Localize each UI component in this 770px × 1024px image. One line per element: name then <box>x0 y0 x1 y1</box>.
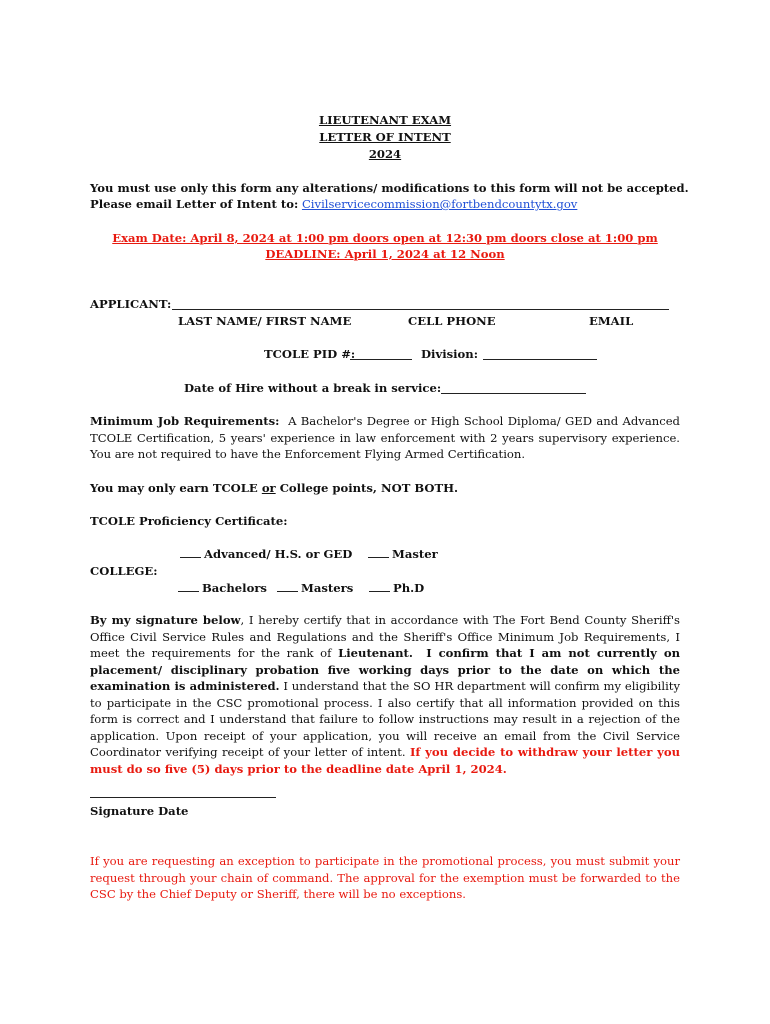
applicant-field[interactable] <box>172 309 669 310</box>
college-label: COLLEGE: <box>90 564 158 578</box>
certify-bold-statement: I confirm that I am not currently on placement/ disciplinary probation five working days prior to the date on which the examination is administered. <box>90 646 680 693</box>
masters-checkbox[interactable] <box>277 591 298 592</box>
certify-rank: Lieutenant. <box>338 646 413 660</box>
requirements-text: A Bachelor's Degree or High School Diploma/ GED and Advanced TCOLE Certification, 5 years' experience in law enforcement with 2 years supervisory experience. You are not required to have the Enforcement Flying Armed Certification. <box>90 414 680 461</box>
hire-date-label: Date of Hire without a break in service: <box>184 381 442 395</box>
requirements-paragraph <box>90 413 680 463</box>
division-label: Division: <box>421 347 478 361</box>
notice-line-2 <box>90 196 577 213</box>
proficiency-heading: TCOLE Proficiency Certificate: <box>90 514 288 528</box>
title-line-1: LIEUTENANT EXAM <box>318 113 452 127</box>
exception-paragraph: If you are requesting an exception to participate in the promotional process, you must submit your request through your chain of command. The approval for the exemption must be forwarded to the CSC by the Chief Deputy or Sheriff, there will be no exceptions. <box>90 854 680 901</box>
title-line-3: 2024 <box>368 147 402 161</box>
points-suffix: College points, NOT BOTH. <box>279 481 459 495</box>
tcole-pid-label: TCOLE PID #: <box>264 347 356 361</box>
certify-lead: By my signature below <box>90 613 241 627</box>
points-notice <box>90 480 458 497</box>
applicant-col-phone: CELL PHONE <box>408 314 496 328</box>
signature-label: Signature Date <box>90 804 189 818</box>
hire-date-field[interactable] <box>441 393 586 394</box>
email-link[interactable]: Civilservicecommission@fortbendcountytx.gov <box>301 197 578 211</box>
exam-date: Exam Date: April 8, 2024 at 1:00 pm doors open at 12:30 pm doors close at 1:00 pm <box>112 231 658 245</box>
certify-part2: I understand that the SO HR department will confirm my eligibility to participate in the CSC promotional process. I also certify that all information provided on this form is correct and I understand that failure to follow instructions may result in a rejection of the application. Upon receipt of your application, you will receive an email from the Civil Service Coordinator verifying receipt of your letter of intent. <box>90 679 680 759</box>
applicant-col-name: LAST NAME/ FIRST NAME <box>178 314 352 328</box>
certify-part1: , I hereby certify that in accordance with The Fort Bend County Sheriff's Office Civil Service Rules and Regulations and the Sheriff's Office Minimum Job Requirements, I meet the requirements for the rank of <box>90 613 681 660</box>
master-label: Master <box>392 547 438 561</box>
points-prefix: You may only earn TCOLE <box>90 481 258 495</box>
division-field[interactable] <box>483 359 597 360</box>
phd-label: Ph.D <box>393 581 425 595</box>
master-checkbox[interactable] <box>368 557 389 558</box>
tcole-pid-field[interactable] <box>350 359 412 360</box>
advanced-checkbox[interactable] <box>180 557 201 558</box>
bachelors-label: Bachelors <box>202 581 267 595</box>
email-prefix: Please email Letter of Intent to: <box>90 197 299 211</box>
points-or: or <box>261 481 276 495</box>
applicant-col-email: EMAIL <box>589 314 634 328</box>
applicant-label: APPLICANT: <box>90 297 172 311</box>
advanced-label: Advanced/ H.S. or GED <box>204 547 353 561</box>
signature-line[interactable] <box>90 797 276 798</box>
certification-paragraph <box>90 612 680 777</box>
notice-line-1: You must use only this form any alterations/ modifications to this form will not be accepted. <box>90 181 689 195</box>
certify-withdraw: If you decide to withdraw your letter you must do so five (5) days prior to the deadline date April 1, 2024. <box>90 745 681 776</box>
requirements-heading: Minimum Job Requirements: <box>90 414 280 428</box>
phd-checkbox[interactable] <box>369 591 390 592</box>
title-line-2: LETTER OF INTENT <box>319 130 451 144</box>
bachelors-checkbox[interactable] <box>178 591 199 592</box>
masters-label: Masters <box>301 581 354 595</box>
deadline: DEADLINE: April 1, 2024 at 12 Noon <box>265 247 505 261</box>
